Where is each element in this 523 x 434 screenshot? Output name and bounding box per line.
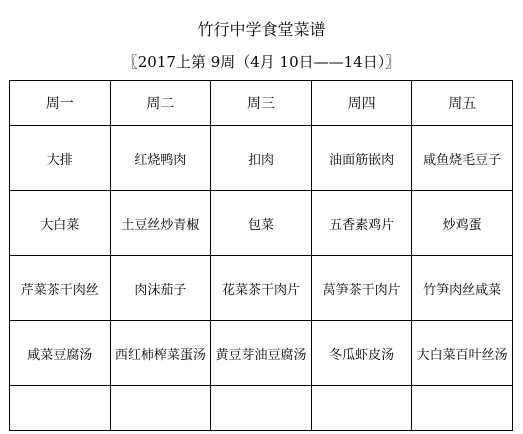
menu-cell: 咸鱼烧毛豆子	[412, 126, 513, 191]
menu-cell: 大白菜百叶丝汤	[412, 321, 513, 386]
week-subtitle: 〖2017上第 9周（4月 10日——14日）〗	[122, 53, 401, 71]
menu-cell: 炒鸡蛋	[412, 191, 513, 256]
empty-cell	[412, 386, 513, 431]
menu-cell: 冬瓜虾皮汤	[311, 321, 412, 386]
table-row	[10, 386, 513, 431]
day-header-wednesday: 周三	[211, 81, 312, 126]
menu-cell: 西红柿榨菜蛋汤	[110, 321, 211, 386]
day-header-friday: 周五	[412, 81, 513, 126]
menu-cell: 油面筋嵌肉	[311, 126, 412, 191]
header-row	[10, 81, 513, 126]
day-header-tuesday: 周二	[110, 81, 211, 126]
menu-cell: 竹笋肉丝咸菜	[412, 256, 513, 321]
menu-cell: 咸菜豆腐汤	[10, 321, 111, 386]
empty-cell	[110, 386, 211, 431]
menu-cell: 芹菜茶干肉丝	[10, 256, 111, 321]
page-title: 竹行中学食堂菜谱	[197, 20, 326, 39]
menu-cell: 花菜茶干肉片	[211, 256, 312, 321]
empty-cell	[211, 386, 312, 431]
table-row	[10, 256, 513, 321]
menu-cell: 肉沫茄子	[110, 256, 211, 321]
table-row	[10, 126, 513, 191]
day-header-monday: 周一	[10, 81, 111, 126]
table-row	[10, 191, 513, 256]
menu-cell: 扣肉	[211, 126, 312, 191]
menu-cell: 莴笋茶干肉片	[311, 256, 412, 321]
menu-cell: 土豆丝炒青椒	[110, 191, 211, 256]
empty-cell	[311, 386, 412, 431]
empty-cell	[10, 386, 111, 431]
table-row	[10, 321, 513, 386]
menu-cell: 红烧鸭肉	[110, 126, 211, 191]
day-header-thursday: 周四	[311, 81, 412, 126]
menu-cell: 黄豆芽油豆腐汤	[211, 321, 312, 386]
menu-cell: 包菜	[211, 191, 312, 256]
menu-table	[9, 80, 513, 431]
menu-cell: 大白菜	[10, 191, 111, 256]
menu-cell: 五香素鸡片	[311, 191, 412, 256]
menu-cell: 大排	[10, 126, 111, 191]
